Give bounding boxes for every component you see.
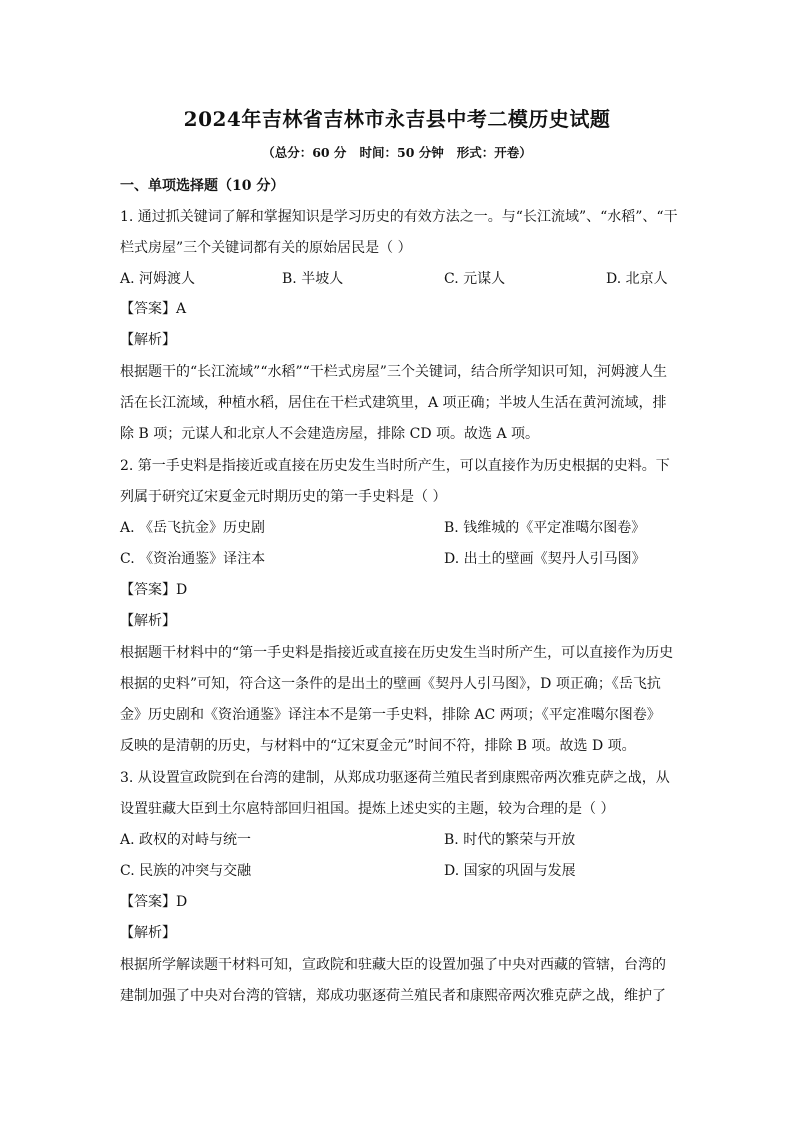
q2-option-b: B. 钱维城的《平定准噶尔图卷》: [444, 520, 646, 536]
q2-stem-line-2: 列属于研究辽宋夏金元时期历史的第一手史料是（ ）: [120, 489, 447, 505]
page-title: 2024年吉林省吉林市永吉县中考二模历史试题: [183, 107, 611, 131]
q3-stem-line-1: 3. 从设置宣政院到在台湾的建制，从郑成功驱逐荷兰殖民者到康熙帝两次雅克萨之战，从: [120, 770, 670, 786]
q1-analysis-line-1: 根据题干的“长江流域”“水稻”“干栏式房屋”三个关键词，结合所学知识可知，河姆渡人生: [120, 364, 667, 380]
q3-option-c: C. 民族的冲突与交融: [120, 863, 252, 879]
q2-analysis-line-4: 反映的是清朝的历史，与材料中的“辽宋夏金元”时间不符，排除 B 项。故选 D 项。: [120, 738, 636, 754]
q2-analysis-line-3: 金》历史剧和《资治通鉴》译注本不是第一手史料，排除 AC 两项；《平定准噶尔图卷》: [120, 707, 661, 723]
q3-analysis-label: 【解析】: [120, 925, 176, 941]
q3-answer: 【答案】D: [120, 894, 188, 910]
q1-answer: 【答案】A: [120, 301, 187, 317]
q2-stem-line-1: 2. 第一手史料是指接近或直接在历史发生当时所产生，可以直接作为历史根据的史料。下: [120, 458, 670, 474]
section-heading: 一、单项选择题（10 分）: [120, 178, 285, 194]
q2-option-a: A. 《岳飞抗金》历史剧: [120, 520, 266, 536]
q3-option-d: D. 国家的巩固与发展: [444, 863, 576, 879]
q2-analysis-label: 【解析】: [120, 613, 176, 629]
q1-stem-line-2: 栏式房屋”三个关键词都有关的原始居民是（ ）: [120, 240, 412, 256]
q3-option-a: A. 政权的对峙与统一: [120, 832, 252, 848]
q3-stem-line-2: 设置驻藏大臣到土尔扈特部回归祖国。提炼上述史实的主题，较为合理的是（ ）: [120, 801, 615, 817]
q2-answer: 【答案】D: [120, 582, 188, 598]
q1-option-d: D. 北京人: [606, 271, 668, 287]
q1-option-a: A. 河姆渡人: [120, 271, 196, 287]
q2-analysis-line-2: 根据的史料”可知，符合这一条件的是出土的壁画《契丹人引马图》，D 项正确；《岳飞抗: [120, 676, 661, 692]
q1-analysis-line-2: 活在长江流域，种植水稻，居住在干栏式建筑里，A 项正确；半坡人生活在黄河流域，排: [120, 395, 667, 411]
q1-option-c: C. 元谋人: [444, 271, 506, 287]
q1-stem-line-1: 1. 通过抓关键词了解和掌握知识是学习历史的有效方法之一。与“长江流域”、“水稻”、“干: [120, 209, 678, 225]
exam-info: （总分：60 分 时间：50 分钟 形式：开卷）: [262, 145, 532, 160]
q1-analysis-line-3: 除 B 项；元谋人和北京人不会建造房屋，排除 CD 项。故选 A 项。: [120, 426, 540, 442]
q2-option-c: C. 《资治通鉴》译注本: [120, 551, 266, 567]
q2-option-d: D. 出土的壁画《契丹人引马图》: [444, 551, 646, 567]
q3-analysis-line-1: 根据所学解读题干材料可知，宣政院和驻藏大臣的设置加强了中央对西藏的管辖，台湾的: [120, 957, 666, 973]
q1-analysis-label: 【解析】: [120, 332, 176, 348]
q3-analysis-line-2: 建制加强了中央对台湾的管辖，郑成功驱逐荷兰殖民者和康熙帝两次雅克萨之战，维护了: [120, 988, 666, 1004]
q1-option-b: B. 半坡人: [282, 271, 344, 287]
q3-option-b: B. 时代的繁荣与开放: [444, 832, 576, 848]
q2-analysis-line-1: 根据题干材料中的“第一手史料是指接近或直接在历史发生当时所产生，可以直接作为历史: [120, 645, 674, 661]
